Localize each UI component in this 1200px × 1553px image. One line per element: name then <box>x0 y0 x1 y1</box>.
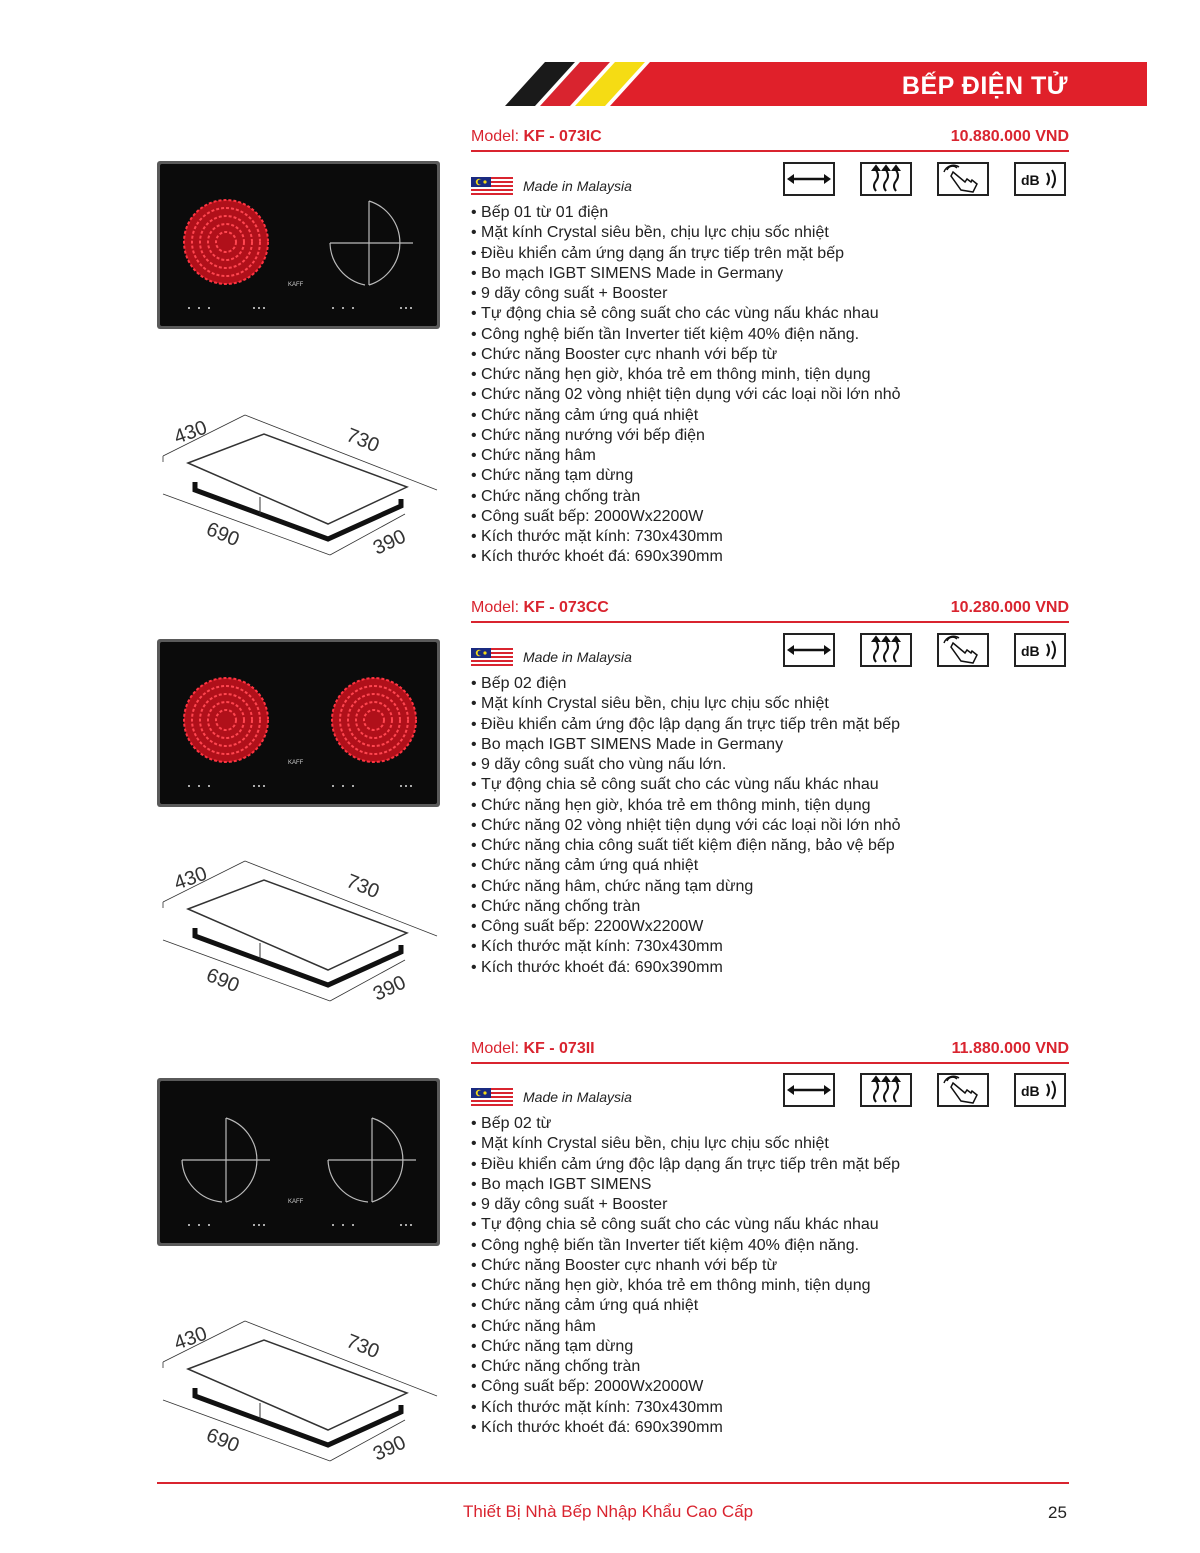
dimension-drawing <box>155 856 445 1006</box>
touch-control-icon <box>937 162 989 196</box>
slider-control-icon <box>783 162 835 196</box>
induction-zone-icon <box>182 1118 270 1202</box>
footer-divider <box>157 1482 1069 1484</box>
cooktop-image <box>157 1078 440 1246</box>
model-label: Model: KF - 073II <box>471 1040 595 1057</box>
price: 10.280.000 VND <box>950 599 1069 616</box>
dim-label-length: 730 <box>343 1330 383 1364</box>
dim-label-cutout-length: 690 <box>203 964 243 998</box>
feature-item: • Tự động chia sẻ công suất cho các vùng nấu khác nhau <box>471 1215 900 1235</box>
brand-logo: KAFF <box>288 1199 304 1205</box>
feature-item: • Bo mạch IGBT SIMENS Made in Germany <box>471 735 901 755</box>
feature-item: • Công nghệ biến tần Inverter tiết kiệm 40% điện năng. <box>471 325 901 345</box>
feature-list <box>471 674 901 978</box>
dim-label-width: 430 <box>171 1322 211 1355</box>
feature-item: • Kích thước mặt kính: 730x430mm <box>471 1398 900 1418</box>
feature-item: • Kích thước khoét đá: 690x390mm <box>471 547 901 567</box>
feature-item: • Chức năng 02 vòng nhiệt tiện dụng với các loại nồi lớn nhỏ <box>471 385 901 405</box>
model-label: Model: KF - 073CC <box>471 599 609 616</box>
origin-text: Made in Malaysia <box>523 649 632 665</box>
feature-item: • Chức năng cảm ứng quá nhiệt <box>471 856 901 876</box>
slider-control-icon <box>783 633 835 667</box>
feature-item: • Chức năng hâm, chức năng tạm dừng <box>471 877 901 897</box>
feature-item: • Chức năng nướng với bếp điện <box>471 426 901 446</box>
feature-item: • Chức năng 02 vòng nhiệt tiện dụng với các loại nồi lớn nhỏ <box>471 816 901 836</box>
feature-item: • Chức năng hẹn giờ, khóa trẻ em thông minh, tiện dụng <box>471 796 901 816</box>
induction-zone-icon <box>330 201 413 285</box>
feature-icons <box>783 633 1069 669</box>
feature-item: • Công suất bếp: 2000Wx2200W <box>471 507 901 527</box>
feature-item: • Chức năng chống tràn <box>471 897 901 917</box>
feature-item: • Chức năng Booster cực nhanh với bếp từ <box>471 1256 900 1276</box>
feature-item: • Kích thước mặt kính: 730x430mm <box>471 527 901 547</box>
feature-item: • Kích thước khoét đá: 690x390mm <box>471 1418 900 1438</box>
svg-text:dB: dB <box>1021 643 1040 659</box>
feature-item: • 9 dãy công suất + Booster <box>471 284 901 304</box>
origin-text: Made in Malaysia <box>523 1089 632 1105</box>
malaysia-flag-icon <box>471 177 513 195</box>
feature-icons <box>783 1073 1069 1109</box>
malaysia-flag-icon <box>471 1088 513 1106</box>
feature-item: • Kích thước khoét đá: 690x390mm <box>471 958 901 978</box>
feature-list <box>471 203 901 568</box>
dimension-drawing <box>155 410 445 560</box>
dim-label-cutout-length: 690 <box>203 518 243 552</box>
slider-control-icon <box>783 1073 835 1107</box>
induction-zone-icon <box>328 1118 416 1202</box>
dim-label-cutout-width: 390 <box>369 971 410 1006</box>
feature-item: • Chức năng chia công suất tiết kiệm điện năng, bảo vệ bếp <box>471 836 901 856</box>
touch-control-icon <box>937 633 989 667</box>
header-title: BẾP ĐIỆN TỬ <box>901 72 1068 100</box>
feature-item: • Bo mạch IGBT SIMENS Made in Germany <box>471 264 901 284</box>
dimension-drawing <box>155 1316 445 1466</box>
radiant-zone-icon <box>184 200 268 284</box>
feature-item: • Điều khiển cảm ứng độc lập dạng ấn trực tiếp trên mặt bếp <box>471 1155 900 1175</box>
dim-label-cutout-length: 690 <box>203 1424 243 1458</box>
heat-waves-icon <box>860 162 912 196</box>
feature-item: • Chức năng chống tràn <box>471 487 901 507</box>
dim-label-length: 730 <box>343 870 383 904</box>
feature-item: • Công suất bếp: 2000Wx2000W <box>471 1377 900 1397</box>
feature-item: • Mặt kính Crystal siêu bền, chịu lực chịu sốc nhiệt <box>471 223 901 243</box>
feature-item: • Chức năng chống tràn <box>471 1357 900 1377</box>
svg-text:dB: dB <box>1021 1083 1040 1099</box>
touch-control-icon <box>937 1073 989 1107</box>
feature-item: • Bếp 02 điện <box>471 674 901 694</box>
db-sound-icon <box>1014 633 1066 667</box>
feature-item: • Chức năng hâm <box>471 446 901 466</box>
feature-item: • Điều khiển cảm ứng dạng ấn trực tiếp trên mặt bếp <box>471 244 901 264</box>
feature-item: • Chức năng cảm ứng quá nhiệt <box>471 1296 900 1316</box>
price: 11.880.000 VND <box>951 1040 1069 1057</box>
model-row <box>471 599 1069 623</box>
db-sound-icon <box>1014 1073 1066 1107</box>
heat-waves-icon <box>860 633 912 667</box>
feature-item: • Chức năng hẹn giờ, khóa trẻ em thông minh, tiện dụng <box>471 1276 900 1296</box>
dim-label-cutout-width: 390 <box>369 525 410 560</box>
feature-item: • Tự động chia sẻ công suất cho các vùng nấu khác nhau <box>471 304 901 324</box>
feature-item: • Kích thước mặt kính: 730x430mm <box>471 937 901 957</box>
feature-item: • Chức năng hâm <box>471 1317 900 1337</box>
feature-item: • Công suất bếp: 2200Wx2200W <box>471 917 901 937</box>
dim-label-width: 430 <box>171 862 211 895</box>
feature-item: • Chức năng tạm dừng <box>471 1337 900 1357</box>
feature-item: • Mặt kính Crystal siêu bền, chịu lực chịu sốc nhiệt <box>471 694 901 714</box>
malaysia-flag-icon <box>471 648 513 666</box>
dim-label-cutout-width: 390 <box>369 1431 410 1466</box>
radiant-zone-icon <box>332 678 416 762</box>
model-row <box>471 128 1069 152</box>
cooktop-image <box>157 639 440 807</box>
feature-item: • 9 dãy công suất cho vùng nấu lớn. <box>471 755 901 775</box>
feature-item: • Tự động chia sẻ công suất cho các vùng nấu khác nhau <box>471 775 901 795</box>
db-sound-icon <box>1014 162 1066 196</box>
svg-text:dB: dB <box>1021 172 1040 188</box>
feature-item: • Chức năng hẹn giờ, khóa trẻ em thông minh, tiện dụng <box>471 365 901 385</box>
feature-item: • Chức năng Booster cực nhanh với bếp từ <box>471 345 901 365</box>
feature-list <box>471 1114 900 1438</box>
feature-item: • Bo mạch IGBT SIMENS <box>471 1175 900 1195</box>
footer-text: Thiết Bị Nhà Bếp Nhập Khẩu Cao Cấp <box>463 1502 754 1521</box>
model-row <box>471 1040 1069 1064</box>
heat-waves-icon <box>860 1073 912 1107</box>
feature-item: • 9 dãy công suất + Booster <box>471 1195 900 1215</box>
feature-icons <box>783 162 1069 198</box>
cooktop-image <box>157 161 440 329</box>
feature-item: • Bếp 01 từ 01 điện <box>471 203 901 223</box>
origin-text: Made in Malaysia <box>523 178 632 194</box>
feature-item: • Bếp 02 từ <box>471 1114 900 1134</box>
brand-logo: KAFF <box>288 760 304 766</box>
model-label: Model: KF - 073IC <box>471 128 602 145</box>
dim-label-width: 430 <box>171 416 211 449</box>
feature-item: • Công nghệ biến tần Inverter tiết kiệm 40% điện năng. <box>471 1236 900 1256</box>
brand-logo: KAFF <box>288 282 304 288</box>
feature-item: • Mặt kính Crystal siêu bền, chịu lực chịu sốc nhiệt <box>471 1134 900 1154</box>
dim-label-length: 730 <box>343 424 383 458</box>
price: 10.880.000 VND <box>950 128 1069 145</box>
radiant-zone-icon <box>184 678 268 762</box>
feature-item: • Chức năng cảm ứng quá nhiệt <box>471 406 901 426</box>
feature-item: • Chức năng tạm dừng <box>471 466 901 486</box>
page-number: 25 <box>1048 1503 1067 1522</box>
feature-item: • Điều khiển cảm ứng độc lập dạng ấn trực tiếp trên mặt bếp <box>471 715 901 735</box>
